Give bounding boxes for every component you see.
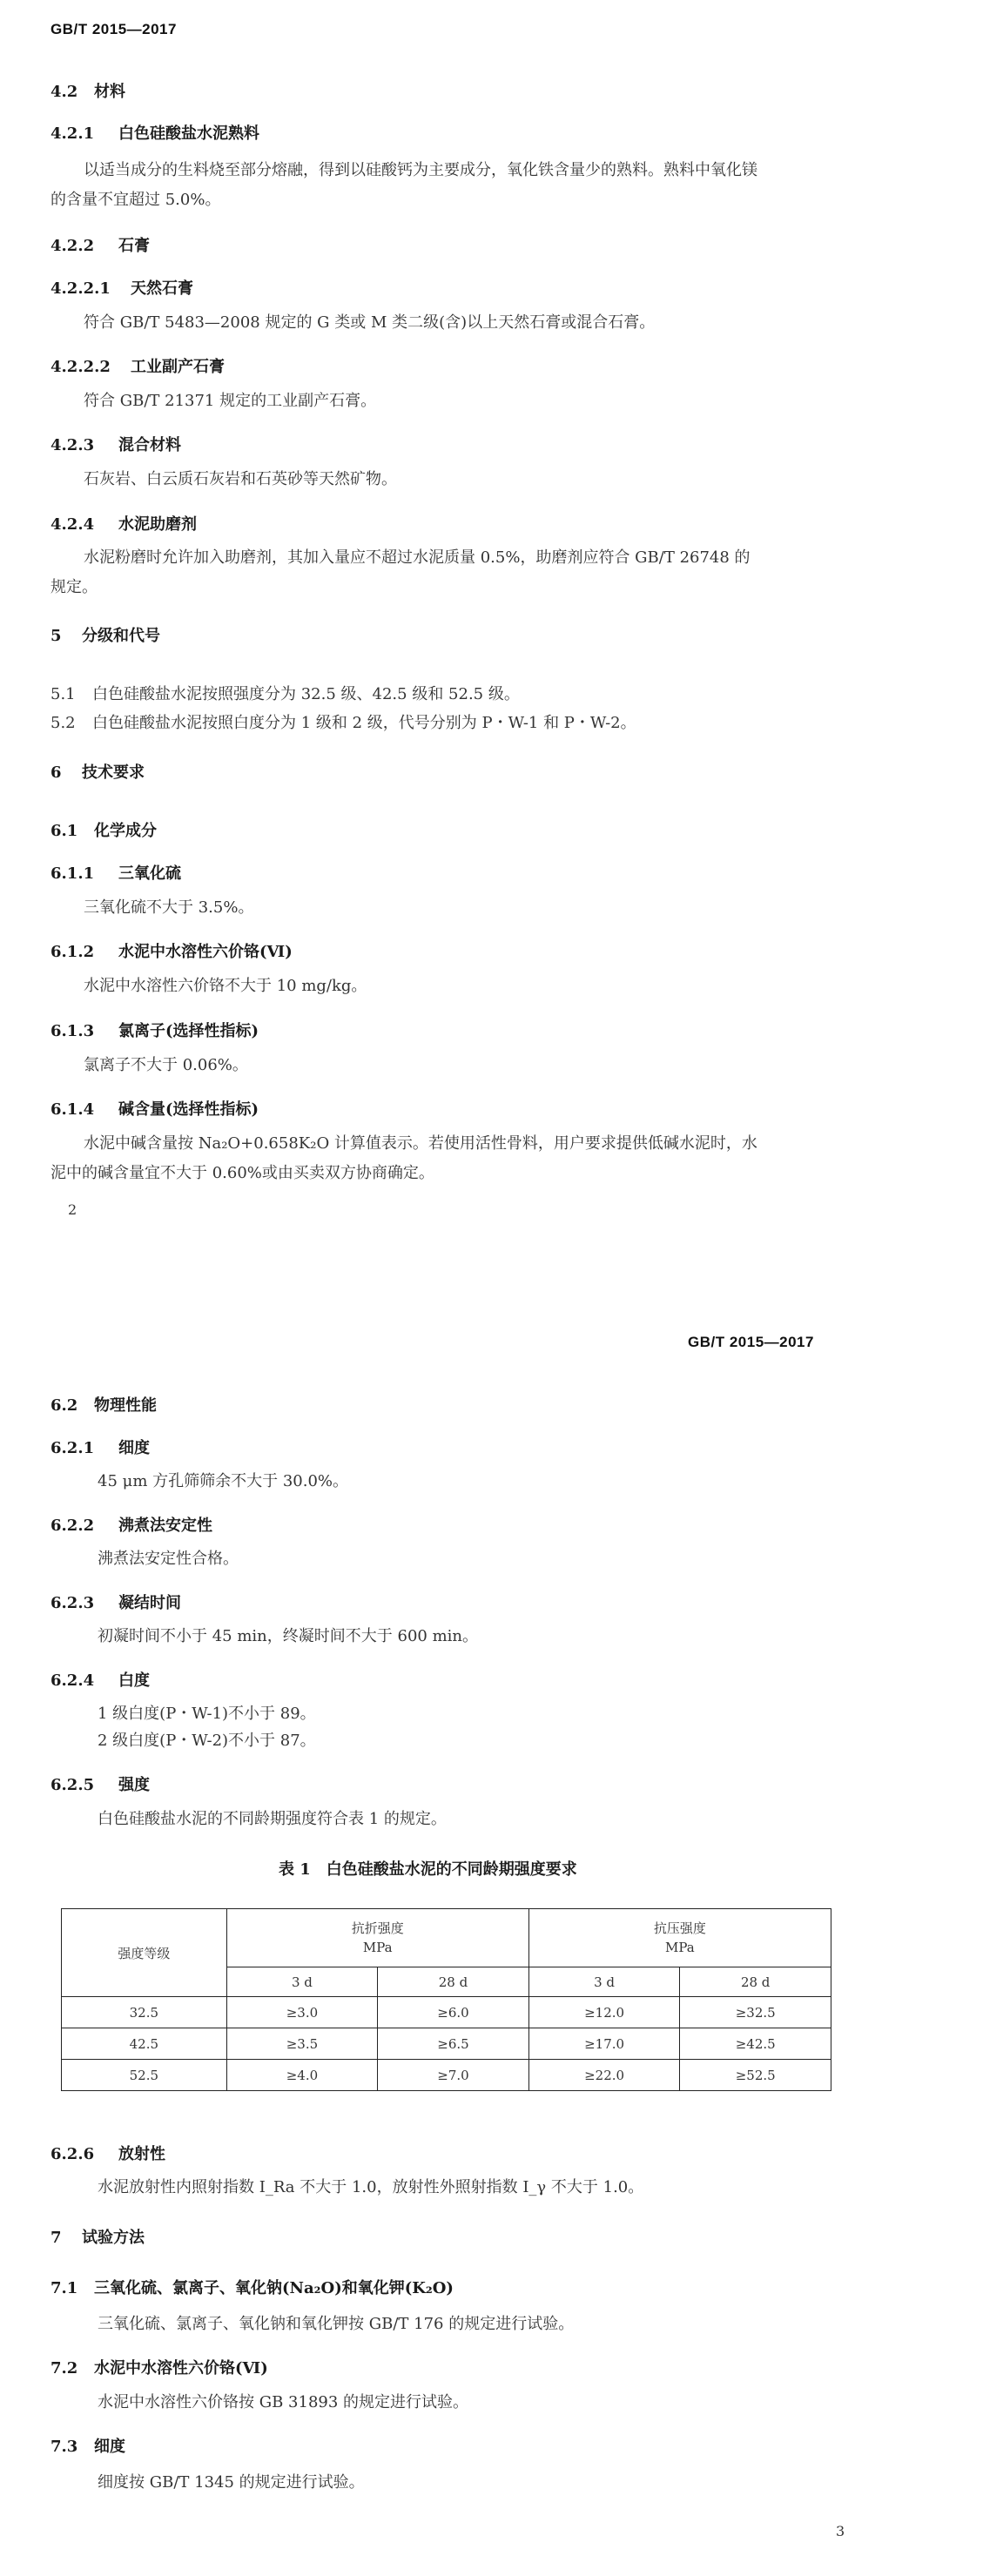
section-title: 白度 xyxy=(118,1671,150,1690)
body-text: 1 级白度(P・W-1)不小于 89。 xyxy=(98,1705,316,1723)
section-heading xyxy=(50,121,259,144)
section-heading xyxy=(50,354,225,377)
section-heading xyxy=(50,861,181,884)
body-text: 沸煮法安定性合格。 xyxy=(98,1550,239,1568)
body-text: 细度按 GB/T 1345 的规定进行试验。 xyxy=(98,2473,365,2492)
section-heading xyxy=(50,1019,259,1041)
section-heading xyxy=(50,623,160,646)
section-title: 氯离子(选择性指标) xyxy=(118,1022,259,1040)
section-number: 4.2.2 xyxy=(50,237,95,255)
section-number: 6.2.1 xyxy=(50,1439,95,1457)
section-heading xyxy=(50,79,125,102)
table-cell: ≥6.5 xyxy=(378,2028,529,2060)
section-title: 分级和代号 xyxy=(82,627,160,645)
section-number: 5 xyxy=(50,627,62,645)
table-cell: ≥12.0 xyxy=(528,1997,680,2028)
section-title: 天然石膏 xyxy=(131,279,193,298)
section-number: 6.1.3 xyxy=(50,1022,95,1040)
section-number: 4.2.2.2 xyxy=(50,358,111,376)
body-text: 三氧化硫不大于 3.5%。 xyxy=(84,898,254,917)
table-caption: 表 1 白色硅酸盐水泥的不同龄期强度要求 xyxy=(279,1860,577,1879)
header-cell-day: 28 d xyxy=(378,1967,529,1997)
section-heading xyxy=(50,512,197,535)
table-row xyxy=(62,2060,831,2091)
section-heading xyxy=(50,939,293,962)
table-cell: ≥17.0 xyxy=(528,2028,680,2060)
section-number: 7.1 xyxy=(50,2279,78,2297)
body-text: 的含量不宜超过 5.0%。 xyxy=(50,191,221,209)
section-number: 6.1 xyxy=(50,822,78,840)
page-number: 3 xyxy=(836,2523,845,2539)
item-text: 白色硅酸盐水泥按照白度分为 1 级和 2 级，代号分别为 P・W-1 和 P・W-2。 xyxy=(92,714,636,732)
item-number: 5.2 xyxy=(50,714,76,732)
section-title: 试验方法 xyxy=(82,2229,145,2247)
grade-item xyxy=(50,682,520,708)
section-title: 沸煮法安定性 xyxy=(118,1517,212,1535)
standard-header: GB/T 2015—2017 xyxy=(688,1334,814,1350)
header-label: 强度等级 xyxy=(118,1945,171,1961)
section-number: 7.3 xyxy=(50,2438,78,2456)
section-title: 水泥助磨剂 xyxy=(118,515,197,534)
section-heading xyxy=(50,2356,268,2378)
header-cell-grade xyxy=(62,1909,227,1997)
header-label: 抗压强度 xyxy=(653,1920,706,1936)
section-heading xyxy=(50,760,145,783)
header-label: 抗折强度 xyxy=(351,1920,404,1936)
section-number: 6.2.2 xyxy=(50,1517,95,1535)
table-cell: ≥6.0 xyxy=(378,1997,529,2028)
table-cell: ≥32.5 xyxy=(680,1997,831,2028)
section-title: 物理性能 xyxy=(94,1396,157,1415)
section-heading xyxy=(50,1436,150,1458)
table-row xyxy=(62,1997,831,2028)
section-number: 4.2.3 xyxy=(50,436,95,454)
section-number: 6.2.4 xyxy=(50,1671,95,1690)
item-number: 5.1 xyxy=(50,685,76,703)
body-text: 白色硅酸盐水泥的不同龄期强度符合表 1 的规定。 xyxy=(98,1810,447,1828)
body-text: 水泥粉磨时允许加入助磨剂，其加入量应不超过水泥质量 0.5%，助磨剂应符合 GB/T 26748 的 xyxy=(84,548,751,567)
table-cell: 42.5 xyxy=(62,2028,227,2060)
body-text: 符合 GB/T 21371 规定的工业副产石膏。 xyxy=(84,392,377,410)
section-title: 细度 xyxy=(94,2438,125,2456)
section-title: 化学成分 xyxy=(94,822,157,840)
section-number: 4.2.1 xyxy=(50,124,95,143)
section-heading xyxy=(50,2276,454,2298)
body-text: 泥中的碱含量宜不大于 0.60%或由买卖双方协商确定。 xyxy=(50,1164,434,1182)
table-row xyxy=(62,2028,831,2060)
section-heading xyxy=(50,1513,212,1536)
section-heading xyxy=(50,2434,125,2457)
section-number: 6 xyxy=(50,763,62,782)
table-cell: ≥52.5 xyxy=(680,2060,831,2091)
section-title: 水泥中水溶性六价铬(Ⅵ) xyxy=(118,943,293,961)
section-number: 6.2.6 xyxy=(50,2145,95,2163)
table-cell: ≥42.5 xyxy=(680,2028,831,2060)
header-unit: MPa xyxy=(665,1940,695,1955)
grade-item xyxy=(50,710,636,736)
header-unit: MPa xyxy=(362,1940,393,1955)
page-number: 2 xyxy=(68,1201,77,1218)
table-cell: ≥3.0 xyxy=(226,1997,378,2028)
body-text: 以适当成分的生料烧至部分熔融，得到以硅酸钙为主要成分，氧化铁含量少的熟料。熟料中氧化镁 xyxy=(84,161,757,179)
section-title: 白色硅酸盐水泥熟料 xyxy=(118,124,259,143)
section-number: 4.2.2.1 xyxy=(50,279,111,298)
section-number: 4.2 xyxy=(50,83,78,101)
table-cell: ≥4.0 xyxy=(226,2060,378,2091)
strength-table xyxy=(61,1908,831,2091)
item-text: 白色硅酸盐水泥按照强度分为 32.5 级、42.5 级和 52.5 级。 xyxy=(92,685,520,703)
section-title: 工业副产石膏 xyxy=(131,358,225,376)
section-heading xyxy=(50,1668,150,1691)
section-title: 三氧化硫、氯离子、氧化钠(Na₂O)和氧化钾(K₂O) xyxy=(94,2279,454,2297)
header-cell-compressive xyxy=(528,1909,831,1967)
section-title: 碱含量(选择性指标) xyxy=(118,1100,259,1119)
body-text: 水泥放射性内照射指数 I_Ra 不大于 1.0，放射性外照射指数 I_γ 不大于 1.0。 xyxy=(98,2178,644,2196)
section-heading xyxy=(50,2142,165,2164)
section-heading xyxy=(50,818,157,841)
body-text: 45 μm 方孔筛筛余不大于 30.0%。 xyxy=(98,1472,349,1490)
table-cell: 52.5 xyxy=(62,2060,227,2091)
section-number: 6.2.5 xyxy=(50,1776,95,1794)
section-heading xyxy=(50,1591,181,1613)
section-title: 凝结时间 xyxy=(118,1594,181,1612)
header-cell-day: 3 d xyxy=(528,1967,680,1997)
section-heading xyxy=(50,1772,150,1795)
body-text: 初凝时间不小于 45 min，终凝时间不大于 600 min。 xyxy=(98,1627,478,1645)
section-heading xyxy=(50,433,181,455)
body-text: 石灰岩、白云质石灰岩和石英砂等天然矿物。 xyxy=(84,470,397,488)
section-heading xyxy=(50,233,150,256)
body-text: 规定。 xyxy=(50,578,98,596)
section-heading xyxy=(50,276,193,299)
body-text: 水泥中水溶性六价铬不大于 10 mg/kg。 xyxy=(84,977,367,995)
section-number: 4.2.4 xyxy=(50,515,95,534)
section-title: 水泥中水溶性六价铬(Ⅵ) xyxy=(94,2359,268,2378)
body-text: 2 级白度(P・W-2)不小于 87。 xyxy=(98,1732,316,1750)
header-cell-flexural xyxy=(226,1909,528,1967)
section-number: 7 xyxy=(50,2229,62,2247)
body-text: 三氧化硫、氯离子、氧化钠和氧化钾按 GB/T 176 的规定进行试验。 xyxy=(98,2315,575,2333)
section-heading xyxy=(50,2225,145,2248)
header-cell-day: 28 d xyxy=(680,1967,831,1997)
section-title: 细度 xyxy=(118,1439,150,1457)
section-number: 6.2.3 xyxy=(50,1594,95,1612)
section-title: 混合材料 xyxy=(118,436,181,454)
table-cell: ≥22.0 xyxy=(528,2060,680,2091)
body-text: 水泥中碱含量按 Na₂O+0.658K₂O 计算值表示。若使用活性骨料，用户要求提供低碱水泥时，水 xyxy=(84,1134,757,1153)
section-number: 6.1.1 xyxy=(50,864,95,883)
table-cell: ≥7.0 xyxy=(378,2060,529,2091)
body-text: 符合 GB/T 5483—2008 规定的 G 类或 M 类二级(含)以上天然石膏或混合石膏。 xyxy=(84,313,656,332)
table-cell: ≥3.5 xyxy=(226,2028,378,2060)
section-number: 6.2 xyxy=(50,1396,78,1415)
section-number: 6.1.2 xyxy=(50,943,95,961)
section-number: 6.1.4 xyxy=(50,1100,95,1119)
body-text: 氯离子不大于 0.06%。 xyxy=(84,1056,248,1074)
body-text: 水泥中水溶性六价铬按 GB 31893 的规定进行试验。 xyxy=(98,2393,469,2411)
standard-header: GB/T 2015—2017 xyxy=(50,21,177,37)
section-title: 技术要求 xyxy=(82,763,145,782)
section-number: 7.2 xyxy=(50,2359,78,2378)
section-title: 石膏 xyxy=(118,237,150,255)
section-title: 材料 xyxy=(94,83,125,101)
section-heading xyxy=(50,1097,259,1120)
section-title: 强度 xyxy=(118,1776,150,1794)
section-title: 放射性 xyxy=(118,2145,165,2163)
header-cell-day: 3 d xyxy=(226,1967,378,1997)
table-cell: 32.5 xyxy=(62,1997,227,2028)
section-title: 三氧化硫 xyxy=(118,864,181,883)
section-heading xyxy=(50,1393,157,1416)
